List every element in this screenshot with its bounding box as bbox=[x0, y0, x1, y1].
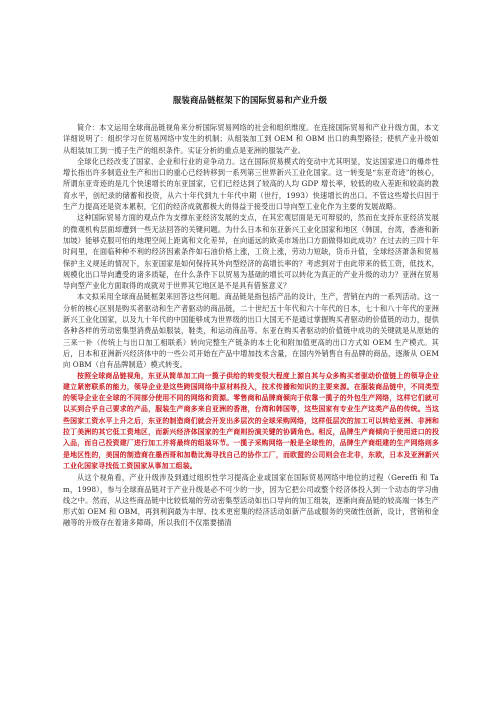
body-paragraph: 本文拟采用全球商品链框架来回答这些问题。商品链是指包括产品的设计，生产，营销在内的一系列活动。这一分析的核心区别是购买者驱动和生产者驱动的商品链，二十世纪五十年代和六十年代的日本，七十和八十年代的亚洲新兴工业化国家，以及九十年代的中国能够成为世界级的出口大国无不是通过掌握购买者驱动的价值链的动力，提供各种各样的劳动密集型消费品如服装，鞋类，和运动商品等。东亚在购买者驱动的价值链中成功的关键就是从原始的三来一补（传统上与出口加工相联系）转向完整生产链条的本土化和附加值更高的出口方式如 OEM 生产模式。其后，日本和亚洲新兴经济体中的一些公司开始在产品中增加技术含量，在国内外销售自有品牌的商品，逐渐从 OEM 向 OBM（自有品牌制造）模式转变。 bbox=[63, 292, 439, 370]
document-title: 服装商品链框架下的国际贸易和产业升级 bbox=[172, 95, 328, 105]
abstract-paragraph: 简介：本文运用全球商品链视角来分析国际贸易网络的社会和组织维度。在连接国际贸易和产业升级方面，本文详细说明了：组织学习在贸易网络中发生的机制；从组装加工到 OEM 和 OBM 出口的典型路径；使机产业升级如从组装加工到一揽子生产的组织条件。实证分析的重点是亚洲的服装产业。 bbox=[63, 123, 439, 155]
body-paragraph: 全球化已经改变了国家、企业和行业的竞争动力。这在国际贸易模式的变动中尤其明显，发达国家进口的爆炸性增长指出许多制造业生产和出口的重心已经转移到一系列第三世界新兴工业化国家。这一转变是“东亚奇迹”的核心，所谓东亚奇迹的是几个快速增长的东亚国家，它们已经达到了较高的人均 GDP 增长率，较低的收入差距和较高的教育水平，创纪录的储蓄和投资，从六十年代到九十年代中期（世行，1993）快速增长的出口。不管这些增长归因于生产力提高还是资本累积，它们的经济成就都极大的得益于接受出口导向型工业化作为主要的发展战略。 bbox=[63, 156, 439, 212]
document-body bbox=[63, 122, 439, 529]
highlighted-paragraph: 按照全球商品链视角，东亚从简单加工向一揽子供给的转变很大程度上源自其与众多购买者驱动价值链上的领导企业建立紧密联系的能力，领导企业是这些跨国网络中原材料投入，技术传播和知识的主要来源。在服装商品链中，不同类型的领导企业在全球的不同部分使用不同的网络和资源。零售商和品牌商倾向于依靠一揽子的外包生产网络，这样它们就可以买到合乎自己要求的产品，服装生产商多来自亚洲的香港，台湾和韩国等，这些国家有专业生产这类产品的传统。当这些国家工资水平上升之后，东亚的制造商们就会开发出多层次的全球采购网络，这样低层次的加工可以转给亚洲、非洲和拉丁美洲的其它低工资地区，而新兴经济体国家的生产商则扮演关键的协调角色。相反，品牌生产商倾向于使用进口的投入品，而自己投资建厂进行加工并将最终的组装环节。一揽子采购网络一般是全球性的，品牌生产商组建的生产网络则多是地区性的，美国的制造商在墨西哥和加勒比海寻找自己的协作工厂，而欧盟的公司则会在北非，东欧，日本及亚洲新兴工业化国家寻找低工资国家从事加工组装。 bbox=[63, 371, 439, 470]
body-paragraph: 从这个视角看，产业升级涉及到通过组织性学习提高企业或国家在国际贸易网络中地位的过程（Gereffi 和 Tam，1998），参与全球商品链对于产业升级是必不可少的一步，因为它把公司或整个经济体投入到一个动态的学习曲线之中。然而，从这些商品链中比较低端的劳动密集型活动如出口导向的加工组装，逐渐向商品链的较高端一体生产形式如 OEM 和 OBM，再到利润最为丰厚、技术更密集的经济活动如新产品或服务的突破性创新，设计，营销和金融等的升级存在着诸多障碍，所以我们不仅需要描清 bbox=[63, 473, 439, 528]
body-paragraph: 这种国际贸易方面的观点作为支撑东亚经济发展的支点，在其宏观层面是无可辩驳的，然而在支持东亚经济发展的微观机构层面却遭到一些无法回答的关键问题。为什么日本和东亚新兴工业化国家和地区（韩国，台湾，香港和新加坡）能够克服可怕的地理空间上距离和文化差异，在向遥远的欧美市场出口方面做得如此成功？在过去的三四十年时间里，在面临种种不利的经济因素条件如石油价格上涨，工资上涨，劳动力短缺，货币升值，全球经济萧条和贸易保护主义规延的情况下，东亚国家是如何保持其外向型经济的高增长率的？考虑到对于由此带来的低工资，低技术，规模化出口导向遭受的诸多质疑，在什么条件下以贸易为基础的增长可以转化为真正的产业升级的动力？亚洲在贸易导向型产业化方面取得的成就对于世界其它地区是不是具有借鉴意义？ bbox=[63, 213, 439, 291]
